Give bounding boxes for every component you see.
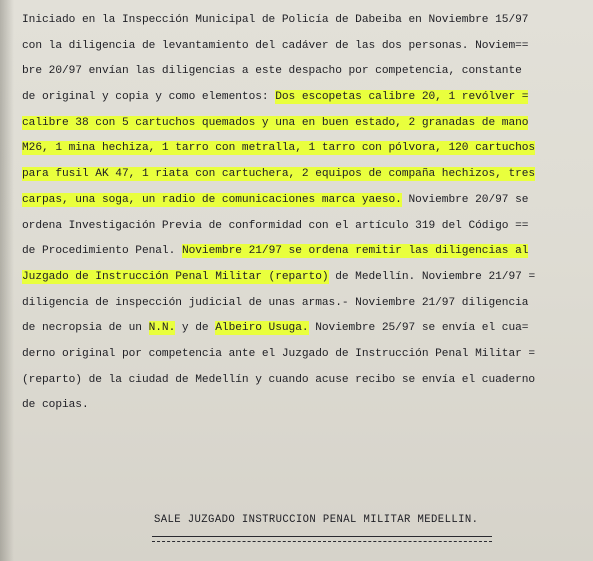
text-line [22, 214, 582, 240]
text-line [22, 393, 582, 419]
text-segment: y de [175, 322, 216, 335]
text-line [22, 136, 582, 162]
text-line [22, 368, 582, 394]
text-line [22, 8, 582, 34]
text-segment: de Medellín. Noviembre 21/97 = [328, 270, 536, 283]
highlighted-text: carpas, una soga, un radio de comunicaciones marca yaeso. [22, 193, 402, 206]
text-segment: de copias. [22, 399, 89, 412]
footer-title: SALE JUZGADO INSTRUCCION PENAL MILITAR MEDELLIN. [154, 514, 479, 526]
highlighted-text: Juzgado de Instrucción Penal Militar (reparto) [22, 270, 329, 283]
text-segment: Noviembre 20/97 se [401, 193, 529, 206]
text-line [22, 291, 582, 317]
highlighted-text: Albeiro Usuga. [215, 322, 309, 335]
text-line [22, 265, 582, 291]
text-segment: ordena Investigación Previa de conformidad con el artículo 319 del Código == [22, 219, 529, 232]
document-body [22, 8, 582, 419]
highlighted-text: Dos escopetas calibre 20, 1 revólver = [275, 91, 529, 104]
highlighted-text: para fusil AK 47, 1 riata con cartuchera, 2 equipos de compaña hechizos, tres [22, 168, 536, 181]
document-footer [154, 514, 494, 526]
highlighted-text: M26, 1 mina hechiza, 1 tarro con metralla, 1 tarro con pólvora, 120 cartuchos [22, 142, 536, 155]
text-segment: de original y copia y como elementos: [22, 91, 276, 104]
highlighted-text: calibre 38 con 5 cartuchos quemados y una en buen estado, 2 granadas de mano [22, 116, 529, 129]
text-segment: Noviembre 25/97 se envía el cua= [308, 322, 529, 335]
highlighted-text: N.N. [148, 322, 176, 335]
text-line [22, 239, 582, 265]
highlighted-text: Noviembre 21/97 se ordena remitir las diligencias al [181, 245, 529, 258]
text-segment: de necropsia de un [22, 322, 149, 335]
text-segment: Iniciado en la Inspección Municipal de Policía de Dabeiba en Noviembre 15/97 [22, 14, 529, 26]
text-line [22, 162, 582, 188]
text-line [22, 85, 582, 111]
text-segment: de Procedimiento Penal. [22, 245, 182, 258]
text-line [22, 34, 582, 60]
text-line [22, 342, 582, 368]
page-shadow [0, 0, 14, 561]
text-segment: bre 20/97 envían las diligencias a este despacho por competencia, constante [22, 65, 522, 78]
text-segment: (reparto) de la ciudad de Medellín y cuando acuse recibo se envía el cuaderno [22, 373, 536, 386]
text-line [22, 316, 582, 342]
text-segment: derno original por competencia ante el Juzgado de Instrucción Penal Militar = [22, 347, 536, 360]
text-line [22, 111, 582, 137]
text-segment: con la diligencia de levantamiento del cadáver de las dos personas. Noviem== [22, 39, 529, 52]
text-segment: diligencia de inspección judicial de unas armas.- Noviembre 21/97 diligencia [22, 296, 529, 309]
footer-dashed-underline [152, 541, 492, 542]
text-line [22, 188, 582, 214]
footer-underline [152, 536, 492, 537]
text-line [22, 59, 582, 85]
